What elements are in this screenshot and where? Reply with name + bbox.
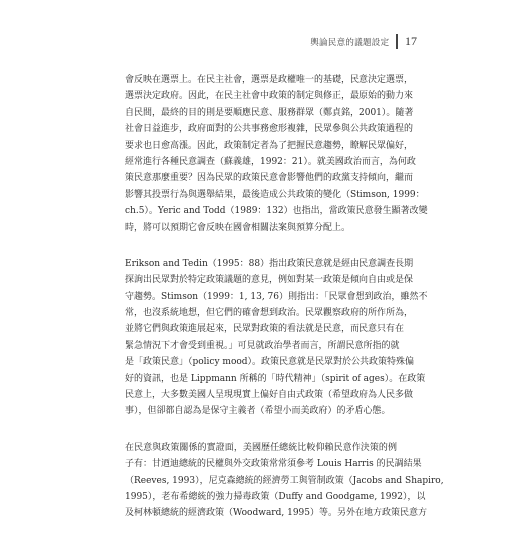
text-line: Erikson and Tedin（1995：88）指出政策民意就是經由民意調查長期 bbox=[125, 258, 414, 269]
text-line: 並將它們與政策進展起來，民眾對政策的看法就是民意，而民意只有在 bbox=[125, 324, 405, 335]
text-line: 事），但卻都自認為是保守主義者（希望小而美政府）的矛盾心態。 bbox=[125, 406, 391, 417]
header-divider bbox=[396, 34, 398, 49]
running-head: 輿論民意的議題設定 bbox=[310, 37, 390, 48]
text-line: 自民間，最終的目的則是要順應民意、服務群眾（鄭貞銘，2001）。隨著 bbox=[125, 107, 414, 118]
body-text bbox=[125, 72, 444, 542]
text-line: 在民意與政策關係的實證面，美國歷任總統比較仰賴民意作決策的例 bbox=[125, 442, 397, 453]
text-line: 選票決定政府。因此，在民主社會中政策的制定與修正，最原始的動力來 bbox=[125, 91, 414, 102]
paragraph bbox=[125, 256, 428, 420]
text-line: 常，也沒系統地想，但它們的確會想到政治。民眾觀察政府的所作所為， bbox=[125, 308, 414, 319]
text-line: ch.5）。Yeric and Todd（1989：132）也指出，當政策民意發生顯著改變 bbox=[125, 206, 428, 217]
paragraph bbox=[125, 440, 444, 522]
text-line: 會反映在選票上。在民主社會，選票是政權唯一的基礎，民意決定選票， bbox=[125, 75, 414, 85]
text-line: 時，將可以預期它會反映在國會相關法案與預算分配上。 bbox=[125, 222, 351, 233]
text-line: 及柯林頓總統的經濟政策（Woodward, 1995）等。另外在地方政策民意方 bbox=[125, 508, 427, 519]
page-number: 17 bbox=[405, 34, 417, 48]
text-line: 策民意那麼重要？因為民眾的政策民意會影響他們的政黨支持傾向，繼而 bbox=[125, 173, 414, 184]
text-line: 守趨勢。Stimson（1999：1, 13, 76）則指出：「民眾會想到政治，雖然不 bbox=[125, 291, 428, 302]
page-header bbox=[310, 34, 417, 49]
text-line: 經常進行各種民意調查（蘇義雄，1992：21）。就美國政治而言，為何政 bbox=[125, 156, 416, 167]
text-line: 是「政策民意」（policy mood）。政策民意就是民眾對於公共政策特殊偏 bbox=[125, 357, 415, 368]
text-line: 1995），老布希總統的強力掃毒政策（Duffy and Goodgame, 1992），以 bbox=[125, 491, 426, 502]
text-line: 好的資訊，也是 Lippmann 所稱的「時代精神」（spirit of ages）。在政策 bbox=[125, 373, 426, 384]
text-line: 探詢出民眾對於特定政策議題的意見，例如對某一政策是傾向自由或是保 bbox=[125, 275, 414, 286]
text-line: 社會日益進步，政府面對的公共事務愈形複雜，民眾參與公共政策過程的 bbox=[125, 124, 414, 135]
text-line: 子有：甘迺迪總統的民權與外交政策常常須參考 Louis Harris 的民調結果 bbox=[125, 459, 422, 470]
text-line: 影響其投票行為與選舉結果，最後造成公共政策的變化（Stimson, 1999： bbox=[125, 189, 425, 200]
text-line: 緊急情況下才會受到重視。」可見就政治學者而言，所謂民意所指的就 bbox=[125, 340, 400, 351]
text-line: 要求也日愈高漲。因此，政策制定者為了把握民意趨勢，瞭解民眾偏好， bbox=[125, 140, 414, 151]
paragraph bbox=[125, 72, 428, 236]
text-line: 民意上，大多數美國人呈現現實上偏好自由式政策（希望政府為人民多做 bbox=[125, 390, 414, 401]
text-line: （Reeves, 1993），尼克森總統的經濟勞工與管制政策（Jacobs and Shapiro, bbox=[125, 475, 444, 486]
